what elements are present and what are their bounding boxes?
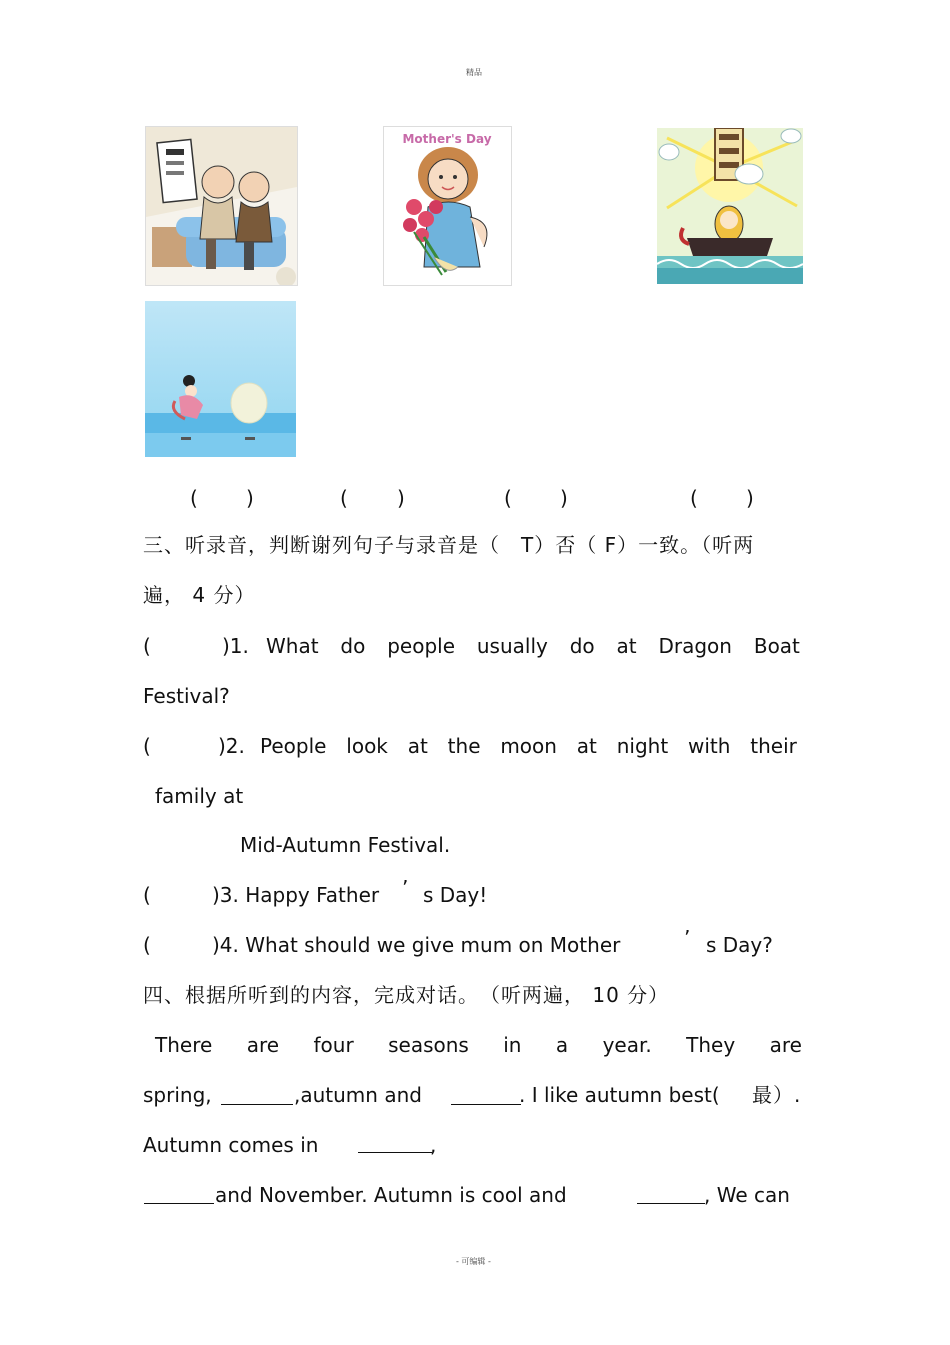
answer-bracket-close-1: ) (246, 486, 254, 510)
q3-open-paren: ( (143, 883, 151, 907)
passage-word: year. (602, 1033, 652, 1057)
q2-continuation-1: family at (155, 784, 244, 808)
blank-3[interactable] (358, 1134, 432, 1153)
q1-word: Boat (753, 634, 800, 658)
line4-we-can: , We can (704, 1183, 790, 1207)
q2-word: at (576, 734, 597, 758)
section3-title-line2: 遍， 4 分） (143, 583, 256, 607)
section4-title: 四、根据所听到的内容，完成对话。 （听两遍， 10 分） (143, 983, 670, 1007)
q2-word: People (260, 734, 327, 758)
blank-2[interactable] (451, 1086, 521, 1105)
passage-word: in (503, 1033, 522, 1057)
q1-continuation: Festival? (143, 684, 230, 708)
answer-bracket-close-3: ) (560, 486, 568, 510)
q2-continuation-2: Mid-Autumn Festival. (240, 833, 451, 857)
line2-spring: spring, (143, 1083, 212, 1107)
picture-mothers-day (383, 126, 512, 286)
passage-word: They (686, 1033, 736, 1057)
header-mark: 精品 (466, 68, 482, 77)
q3-apostrophe: ’ (402, 876, 409, 900)
section3-title-line1: 三、听录音，判断谢列句子与录音是（ T）否（ F）一致。（听两 (143, 533, 755, 557)
q2-sentence (260, 734, 797, 758)
q4-apostrophe: ’ (684, 926, 691, 950)
q2-word: with (688, 734, 731, 758)
q1-open-paren: ( (143, 634, 151, 658)
q2-word: the (447, 734, 481, 758)
footer-mark: - 可编辑 - (456, 1257, 491, 1266)
answer-bracket-close-2: ) (397, 486, 405, 510)
q2-word: their (750, 734, 797, 758)
picture-dragon-boat (657, 128, 803, 284)
q1-word: do (569, 634, 595, 658)
line2-like-autumn: . I like autumn best( (519, 1083, 720, 1107)
answer-bracket-open-3: ( (504, 486, 512, 510)
passage-word: are (769, 1033, 802, 1057)
q1-word: at (616, 634, 637, 658)
q1-sentence (266, 634, 800, 658)
q1-word: Dragon (658, 634, 732, 658)
answer-bracket-open-1: ( (190, 486, 198, 510)
q1-number: )1. (222, 634, 249, 658)
q1-word: usually (476, 634, 548, 658)
blank-5[interactable] (637, 1185, 705, 1204)
q2-word: night (616, 734, 669, 758)
answer-bracket-open-4: ( (690, 486, 698, 510)
line3-autumn-comes-in: Autumn comes in (143, 1133, 319, 1157)
q3-end: s Day! (423, 883, 488, 907)
passage-word: There (155, 1033, 213, 1057)
q1-word: What (266, 634, 319, 658)
answer-bracket-close-4: ) (746, 486, 754, 510)
q4-end: s Day? (706, 933, 773, 957)
passage-word: seasons (388, 1033, 469, 1057)
picture-mid-autumn (145, 301, 296, 457)
q2-open-paren: ( (143, 734, 151, 758)
q2-word: look (346, 734, 388, 758)
q3-text: )3. Happy Father (212, 883, 380, 907)
line2-autumn-and: ,autumn and (294, 1083, 422, 1107)
mothers-day-label: Mother's Day (402, 132, 492, 146)
q2-number: )2. (218, 734, 245, 758)
q2-word: at (407, 734, 428, 758)
line2-zui: 最）. (752, 1083, 802, 1107)
passage-word: four (313, 1033, 354, 1057)
blank-1[interactable] (221, 1086, 293, 1105)
blank-4[interactable] (144, 1185, 214, 1204)
answer-bracket-open-2: ( (340, 486, 348, 510)
q4-open-paren: ( (143, 933, 151, 957)
q2-word: moon (500, 734, 557, 758)
section4-line1 (155, 1033, 802, 1057)
q1-word: do (340, 634, 366, 658)
line3-comma: , (430, 1133, 437, 1157)
line4-november: and November. Autumn is cool and (215, 1183, 567, 1207)
passage-word: are (246, 1033, 280, 1057)
q4-text: )4. What should we give mum on Mother (212, 933, 621, 957)
q1-word: people (387, 634, 456, 658)
passage-word: a (555, 1033, 569, 1057)
picture-elderly-couple (145, 126, 298, 286)
